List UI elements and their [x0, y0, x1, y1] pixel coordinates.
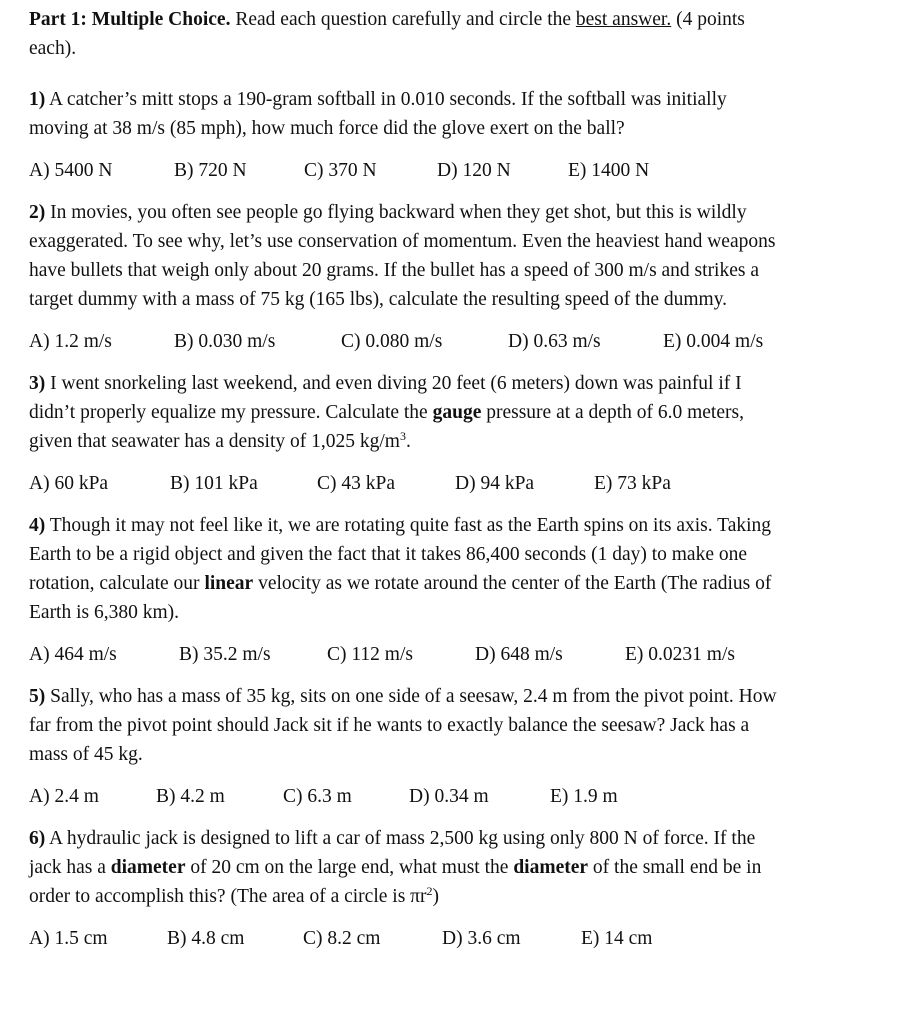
- option-a[interactable]: A) 60 kPa: [29, 473, 109, 494]
- emphasis-diameter: diameter: [513, 857, 589, 878]
- option-e[interactable]: E) 1.9 m: [550, 786, 618, 807]
- question-text: jack has a: [29, 857, 111, 878]
- question-number: 1): [29, 89, 46, 110]
- option-c[interactable]: C) 43 kPa: [317, 473, 395, 494]
- question-text-line: far from the pivot point should Jack sit if he wants to exactly balance the seesaw? Jack has a: [29, 715, 750, 736]
- question-text: .: [405, 431, 411, 452]
- question-text: of 20 cm on the large end, what must the: [185, 857, 514, 878]
- option-d[interactable]: D) 648 m/s: [475, 644, 563, 665]
- option-c[interactable]: C) 0.080 m/s: [341, 331, 443, 352]
- question-text: I went snorkeling last weekend, and even diving 20 feet (6 meters) down was painful if I: [45, 373, 742, 394]
- option-d[interactable]: D) 3.6 cm: [442, 928, 521, 949]
- question-1-options: [29, 156, 906, 185]
- question-text: ): [432, 886, 440, 907]
- option-b[interactable]: B) 0.030 m/s: [174, 331, 276, 352]
- question-text: A catcher’s mitt stops a 190-gram softball in 0.010 seconds. If the softball was initially: [45, 89, 727, 110]
- worksheet-page: [29, 5, 906, 966]
- option-e[interactable]: E) 14 cm: [581, 928, 653, 949]
- question-4-options: [29, 640, 906, 669]
- question-number: 6): [29, 828, 46, 849]
- question-text-line: moving at 38 m/s (85 mph), how much force did the glove exert on the ball?: [29, 118, 625, 139]
- option-c[interactable]: C) 370 N: [304, 160, 377, 181]
- question-text: velocity as we rotate around the center of the Earth (The radius of: [253, 573, 772, 594]
- emphasis-diameter: diameter: [110, 857, 186, 878]
- option-b[interactable]: B) 720 N: [174, 160, 247, 181]
- question-text-line: [29, 682, 906, 711]
- question-text: of the small end be in: [588, 857, 762, 878]
- question-number: 2): [29, 202, 46, 223]
- question-2-text: [29, 198, 906, 314]
- question-text-line: have bullets that weigh only about 20 grams. If the bullet has a speed of 300 m/s and strikes a: [29, 260, 760, 281]
- question-6-options: [29, 924, 906, 953]
- instruction-points: (4 points: [671, 9, 745, 30]
- question-5-text: [29, 682, 906, 769]
- question-text-line: [29, 824, 906, 853]
- option-e[interactable]: E) 0.0231 m/s: [625, 644, 735, 665]
- question-number: 3): [29, 373, 46, 394]
- question-number: 5): [29, 686, 46, 707]
- question-6-text: [29, 824, 906, 911]
- question-4: [29, 511, 906, 669]
- instructions-line-1: [29, 5, 906, 34]
- question-text-line: [29, 198, 906, 227]
- question-text-line: [29, 882, 906, 911]
- question-text: order to accomplish this? (The area of a circle is πr: [29, 886, 427, 907]
- option-b[interactable]: B) 101 kPa: [170, 473, 258, 494]
- superscript: 2: [426, 884, 433, 898]
- question-3: [29, 369, 906, 498]
- question-text: Sally, who has a mass of 35 kg, sits on one side of a seesaw, 2.4 m from the pivot point. How: [45, 686, 777, 707]
- question-text-line: exaggerated. To see why, let’s use conservation of momentum. Even the heaviest hand weapons: [29, 231, 776, 252]
- question-text-line: Earth to be a rigid object and given the fact that it takes 86,400 seconds (1 day) to make one: [29, 544, 748, 565]
- option-c[interactable]: C) 6.3 m: [283, 786, 352, 807]
- question-4-text: [29, 511, 906, 627]
- question-text: Though it may not feel like it, we are rotating quite fast as the Earth spins on its axis. Taking: [45, 515, 772, 536]
- question-number: 4): [29, 515, 46, 536]
- superscript: 3: [399, 429, 406, 443]
- question-2-options: [29, 327, 906, 356]
- option-a[interactable]: A) 2.4 m: [29, 786, 99, 807]
- question-1: [29, 85, 906, 185]
- question-text: In movies, you often see people go flying backward when they get shot, but this is wildly: [45, 202, 747, 223]
- option-c[interactable]: C) 8.2 cm: [303, 928, 381, 949]
- option-c[interactable]: C) 112 m/s: [327, 644, 413, 665]
- question-6: [29, 824, 906, 953]
- question-text: pressure at a depth of 6.0 meters,: [481, 402, 744, 423]
- question-text: rotation, calculate our: [29, 573, 205, 594]
- emphasis-gauge: gauge: [432, 402, 482, 423]
- question-text-line: [29, 398, 906, 427]
- option-b[interactable]: B) 35.2 m/s: [179, 644, 271, 665]
- question-text-line: [29, 853, 906, 882]
- question-5-options: [29, 782, 906, 811]
- option-a[interactable]: A) 1.2 m/s: [29, 331, 112, 352]
- question-text-line: [29, 511, 906, 540]
- option-b[interactable]: B) 4.2 m: [156, 786, 225, 807]
- question-text-line: target dummy with a mass of 75 kg (165 lbs), calculate the resulting speed of the dummy.: [29, 289, 728, 310]
- question-2: [29, 198, 906, 356]
- question-3-options: [29, 469, 906, 498]
- question-text-line: [29, 569, 906, 598]
- option-b[interactable]: B) 4.8 cm: [167, 928, 245, 949]
- option-d[interactable]: D) 0.63 m/s: [508, 331, 601, 352]
- question-3-text: [29, 369, 906, 456]
- option-d[interactable]: D) 0.34 m: [409, 786, 489, 807]
- emphasis-linear: linear: [204, 573, 254, 594]
- part-label: Part 1: Multiple Choice.: [29, 9, 231, 30]
- instructions-line-2: each).: [29, 38, 77, 59]
- option-a[interactable]: A) 464 m/s: [29, 644, 117, 665]
- instruction-text: Read each question carefully and circle the: [230, 9, 576, 30]
- question-text-line: [29, 369, 906, 398]
- option-a[interactable]: A) 5400 N: [29, 160, 113, 181]
- option-a[interactable]: A) 1.5 cm: [29, 928, 108, 949]
- question-text: didn’t properly equalize my pressure. Calculate the: [29, 402, 433, 423]
- option-e[interactable]: E) 1400 N: [568, 160, 650, 181]
- question-text-line: mass of 45 kg.: [29, 744, 143, 765]
- question-text: given that seawater has a density of 1,025 kg/m: [29, 431, 400, 452]
- question-text: A hydraulic jack is designed to lift a car of mass 2,500 kg using only 800 N of force. If the: [45, 828, 756, 849]
- option-d[interactable]: D) 94 kPa: [455, 473, 535, 494]
- question-5: [29, 682, 906, 811]
- best-answer-link: best answer.: [575, 9, 672, 30]
- option-e[interactable]: E) 73 kPa: [594, 473, 671, 494]
- question-text-line: Earth is 6,380 km).: [29, 602, 180, 623]
- instructions: [29, 5, 906, 63]
- question-1-text: [29, 85, 906, 143]
- question-text-line: [29, 85, 906, 114]
- question-text-line: [29, 427, 906, 456]
- option-e[interactable]: E) 0.004 m/s: [663, 331, 764, 352]
- option-d[interactable]: D) 120 N: [437, 160, 511, 181]
